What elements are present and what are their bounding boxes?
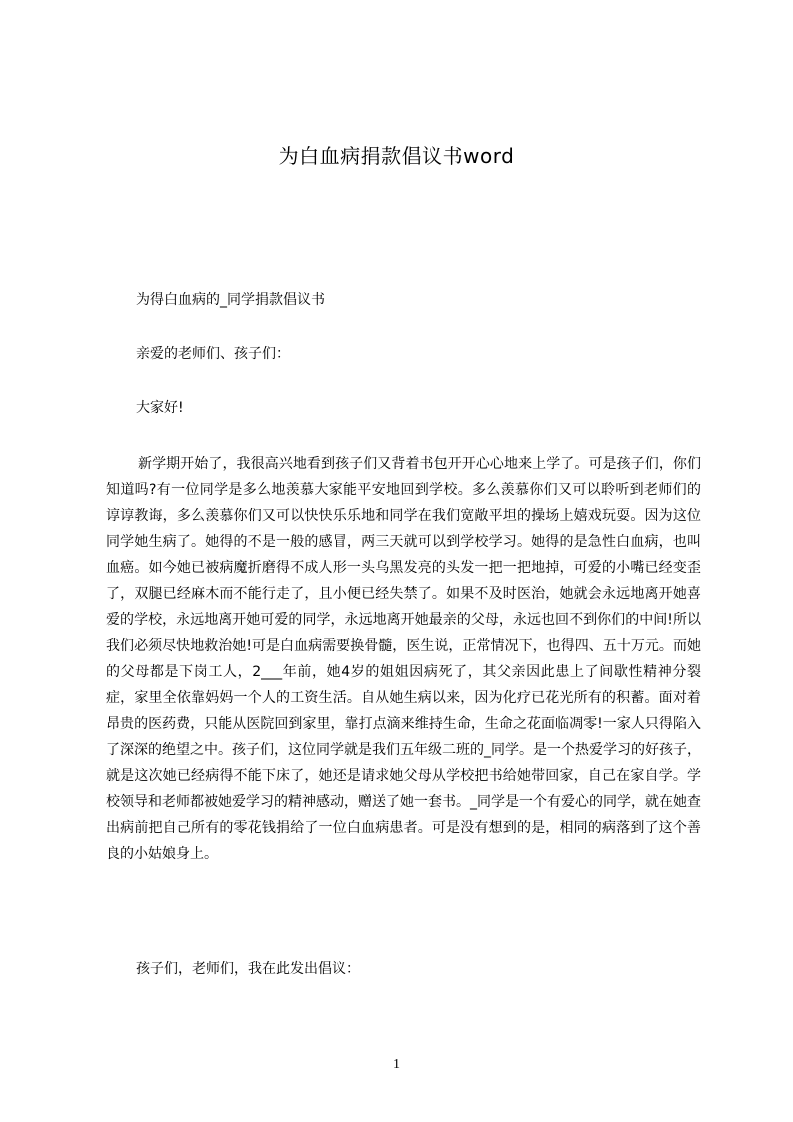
closing-line: 孩子们，老师们，我在此发出倡议： [136,961,360,977]
body-paragraph: 新学期开始了，我很高兴地看到孩子们又背着书包开开心心地来上学了。可是孩子们，你们知道吗?有一位同学是多么地羡慕大家能平安地回到学校。多么羡慕你们又可以聆听到老师们的谆谆教诲，多么羡慕你们又可以快快乐乐地和同学在我们宽敞平坦的操场上嬉戏玩耍。因为这位同学她生病了。她得的不是一般的感冒，两三天就可以到学校学习。她得的是急性白血病，也叫血癌。如今她已被病魔折磨得不成人形一头乌黑发亮的头发一把一把地掉，可爱的小嘴已经变歪了，双腿已经麻木而不能行走了，且小便已经失禁了。如果不及时医治，她就会永远地离开她喜爱的学校，永远地离开她可爱的同学，永远地离开她最亲的父母，永远也回不到你们的中间!所以我们必须尽快地救治她!可是白血病需要换骨髓，医生说，正常情况下，也得四、五十万元。而她的父母都是下岗工人，2___年前，她4岁的姐姐因病死了，其父亲因此患上了间歇性精神分裂症，家里全依靠妈妈一个人的工资生活。自从她生病以来，因为化疗已花光所有的积蓄。面对着昂贵的医药费，只能从医院回到家里，靠打点滴来维持生命，生命之花面临凋零!一家人只得陷入了深深的绝望之中。孩子们，这位同学就是我们五年级二班的_同学。是一个热爱学习的好孩子，就是这次她已经病得不能下床了，她还是请求她父母从学校把书给她带回家，自己在家自学。学校领导和老师都被她爱学习的精神感动，赠送了她一套书。_同学是一个有爱心的同学，就在她查出病前把自己所有的零花钱捐给了一位白血病患者。可是没有想到的是，相同的病落到了这个善良的小姑娘身上。 [106,456,701,862]
page-number: 1 [393,1057,400,1072]
salutation: 亲爱的老师们、孩子们： [136,346,290,362]
document-title: 为白血病捐款倡议书word [278,144,515,168]
greeting: 大家好! [136,400,184,416]
document-subtitle: 为得白血病的_同学捐款倡议书 [136,292,325,308]
